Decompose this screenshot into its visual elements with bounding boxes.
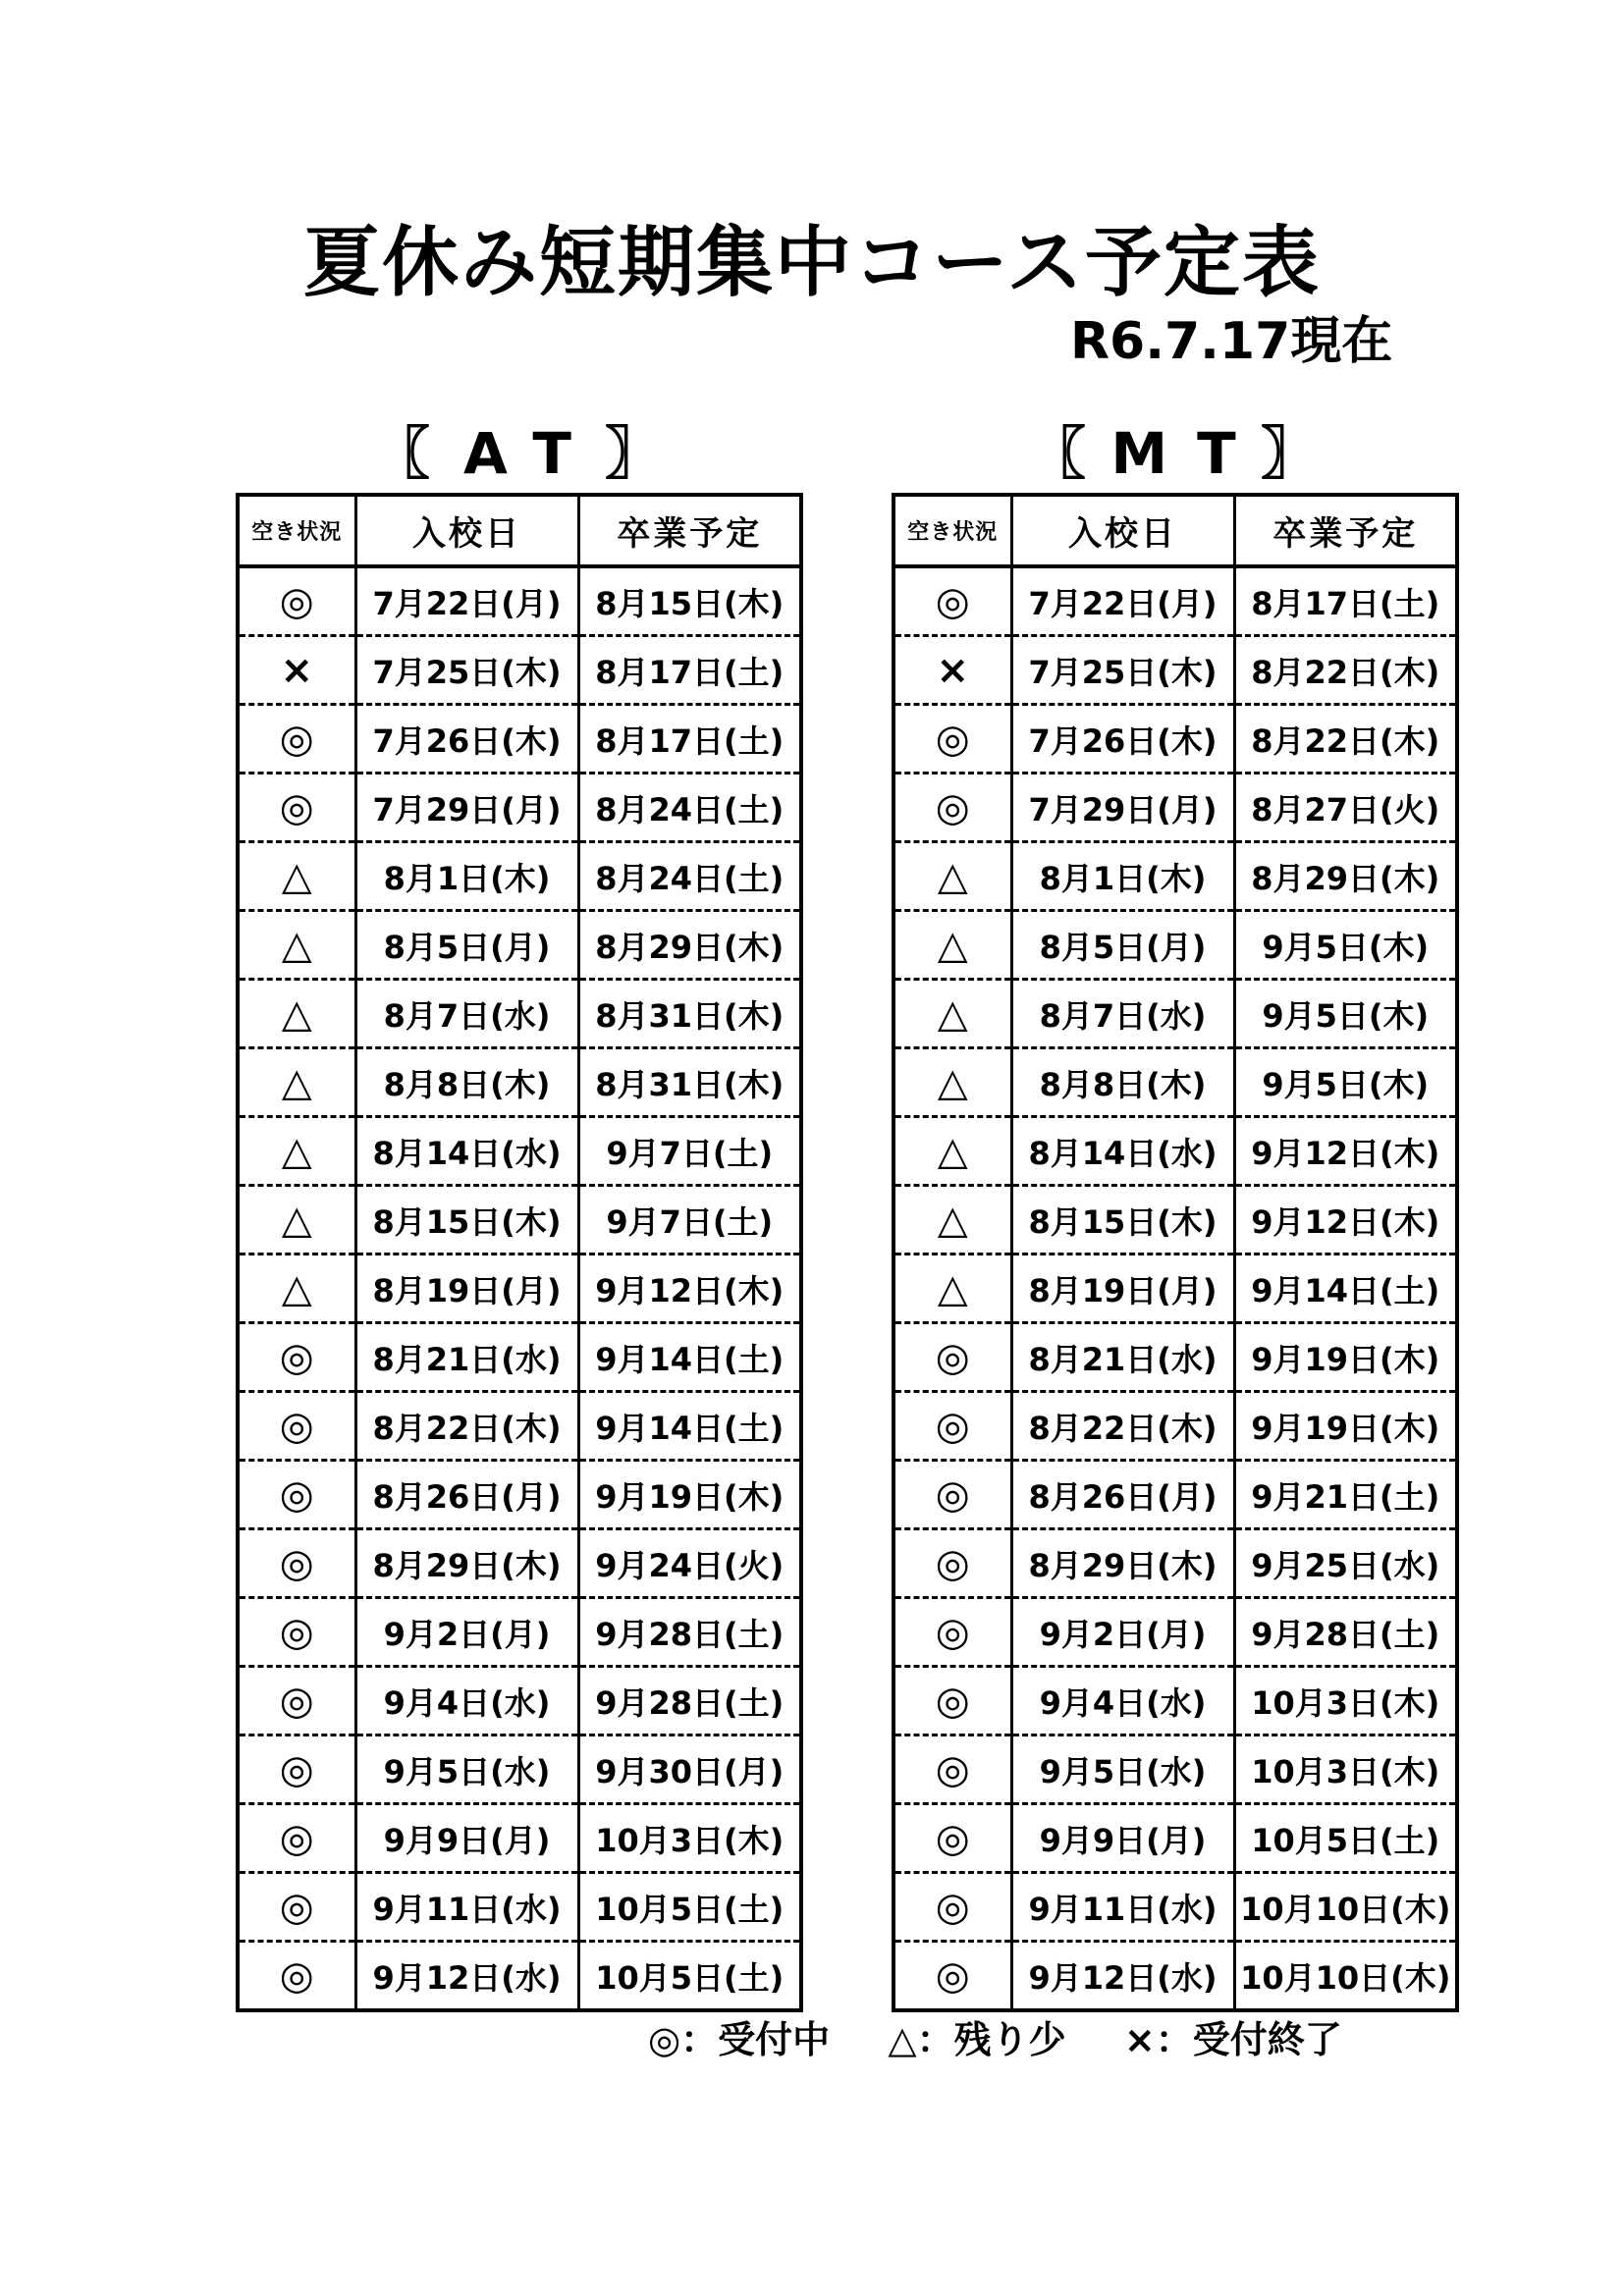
enroll-date-cell: 8月7日(水) xyxy=(355,980,578,1048)
graduate-date-cell: 10月5日(土) xyxy=(1234,1804,1457,1873)
graduate-date-cell: 9月5日(木) xyxy=(1234,1048,1457,1117)
status-cell: × xyxy=(238,636,355,705)
graduate-date-cell: 8月22日(木) xyxy=(1234,705,1457,774)
table-row xyxy=(893,911,1457,980)
graduate-date-cell: 10月3日(木) xyxy=(1234,1735,1457,1804)
enroll-date-cell: 8月22日(木) xyxy=(1011,1392,1234,1461)
graduate-date-cell: 8月27日(火) xyxy=(1234,774,1457,842)
table-row xyxy=(238,636,801,705)
status-cell: △ xyxy=(238,1186,355,1255)
at-bracket-left: 〖 xyxy=(373,420,431,487)
graduate-date-cell: 9月14日(土) xyxy=(578,1392,801,1461)
graduate-date-cell: 9月5日(木) xyxy=(1234,911,1457,980)
at-section-heading xyxy=(236,420,799,487)
graduate-date-cell: 9月30日(月) xyxy=(578,1735,801,1804)
status-cell: ◎ xyxy=(238,1667,355,1735)
graduate-date-cell: 8月24日(土) xyxy=(578,774,801,842)
graduate-column-header: 卒業予定 xyxy=(578,495,801,566)
graduate-date-cell: 10月3日(木) xyxy=(578,1804,801,1873)
graduate-date-cell: 9月28日(土) xyxy=(1234,1598,1457,1667)
status-cell: ◎ xyxy=(893,1598,1011,1667)
graduate-date-cell: 10月5日(土) xyxy=(578,1873,801,1942)
table-row xyxy=(893,1461,1457,1529)
status-cell: ◎ xyxy=(238,1735,355,1804)
enroll-date-cell: 9月11日(水) xyxy=(355,1873,578,1942)
status-cell: ◎ xyxy=(893,1804,1011,1873)
table-row xyxy=(238,1117,801,1186)
table-row xyxy=(238,1255,801,1323)
enroll-date-cell: 7月26日(木) xyxy=(1011,705,1234,774)
graduate-date-cell: 9月7日(土) xyxy=(578,1117,801,1186)
enroll-date-cell: 8月29日(木) xyxy=(355,1529,578,1598)
table-row xyxy=(238,705,801,774)
enroll-date-cell: 9月2日(月) xyxy=(1011,1598,1234,1667)
enroll-date-cell: 8月29日(木) xyxy=(1011,1529,1234,1598)
enroll-date-cell: 7月25日(木) xyxy=(355,636,578,705)
status-cell: ◎ xyxy=(893,1873,1011,1942)
status-cell: ◎ xyxy=(893,1942,1011,2011)
status-cell: ◎ xyxy=(893,1461,1011,1529)
enroll-date-cell: 8月5日(月) xyxy=(355,911,578,980)
enroll-date-cell: 8月21日(水) xyxy=(355,1323,578,1392)
at-table-body xyxy=(238,566,801,2010)
at-bracket-right: 〗 xyxy=(604,420,662,487)
status-cell: △ xyxy=(238,1255,355,1323)
status-column-header: 空き状況 xyxy=(893,495,1011,566)
graduate-date-cell: 8月29日(木) xyxy=(1234,842,1457,911)
table-row xyxy=(893,1323,1457,1392)
graduate-date-cell: 10月10日(木) xyxy=(1234,1942,1457,2011)
graduate-date-cell: 9月21日(土) xyxy=(1234,1461,1457,1529)
graduate-date-cell: 10月10日(木) xyxy=(1234,1873,1457,1942)
enroll-date-cell: 8月14日(水) xyxy=(355,1117,578,1186)
status-cell: ◎ xyxy=(238,1942,355,2011)
graduate-date-cell: 9月14日(土) xyxy=(578,1323,801,1392)
status-cell: ◎ xyxy=(893,1529,1011,1598)
status-cell: ◎ xyxy=(238,566,355,636)
status-cell: ◎ xyxy=(238,1873,355,1942)
status-cell: △ xyxy=(238,1117,355,1186)
table-row xyxy=(238,1048,801,1117)
status-cell: ◎ xyxy=(893,705,1011,774)
graduate-date-cell: 10月5日(土) xyxy=(578,1942,801,2011)
table-row xyxy=(893,774,1457,842)
legend-few-left: △：残り少 xyxy=(888,2018,1066,2061)
graduate-date-cell: 9月7日(土) xyxy=(578,1186,801,1255)
status-column-header: 空き状況 xyxy=(238,495,355,566)
status-cell: △ xyxy=(893,911,1011,980)
graduate-date-cell: 9月19日(木) xyxy=(1234,1392,1457,1461)
enroll-date-cell: 9月9日(月) xyxy=(1011,1804,1234,1873)
enroll-date-cell: 9月5日(水) xyxy=(1011,1735,1234,1804)
mt-section-heading xyxy=(892,420,1455,487)
enroll-date-cell: 7月22日(月) xyxy=(355,566,578,636)
graduate-date-cell: 9月28日(土) xyxy=(578,1598,801,1667)
status-cell: ◎ xyxy=(893,774,1011,842)
enroll-date-cell: 8月21日(水) xyxy=(1011,1323,1234,1392)
table-row xyxy=(238,1392,801,1461)
table-row xyxy=(893,1942,1457,2011)
as-of-date: R6.7.17現在 xyxy=(1070,312,1393,371)
table-row xyxy=(238,1667,801,1735)
enroll-date-cell: 8月26日(月) xyxy=(1011,1461,1234,1529)
status-cell: ◎ xyxy=(238,1529,355,1598)
table-row xyxy=(238,1529,801,1598)
status-cell: △ xyxy=(893,1255,1011,1323)
table-row xyxy=(238,1942,801,2011)
status-cell: × xyxy=(893,636,1011,705)
graduate-date-cell: 9月19日(木) xyxy=(578,1461,801,1529)
table-row xyxy=(893,980,1457,1048)
table-row xyxy=(893,1667,1457,1735)
table-row xyxy=(893,1186,1457,1255)
status-cell: ◎ xyxy=(238,1598,355,1667)
status-cell: △ xyxy=(238,842,355,911)
status-cell: △ xyxy=(893,1048,1011,1117)
mt-section xyxy=(892,420,1455,2012)
graduate-date-cell: 9月14日(土) xyxy=(1234,1255,1457,1323)
status-cell: ◎ xyxy=(893,1392,1011,1461)
legend-closed: ×：受付終了 xyxy=(1123,2018,1342,2061)
enroll-column-header: 入校日 xyxy=(1011,495,1234,566)
graduate-date-cell: 8月31日(木) xyxy=(578,1048,801,1117)
table-row xyxy=(238,911,801,980)
enroll-date-cell: 7月22日(月) xyxy=(1011,566,1234,636)
table-row xyxy=(893,1529,1457,1598)
status-cell: △ xyxy=(893,1186,1011,1255)
mt-bracket-left: 〖 xyxy=(1029,420,1087,487)
enroll-date-cell: 8月7日(水) xyxy=(1011,980,1234,1048)
enroll-date-cell: 9月12日(水) xyxy=(355,1942,578,2011)
status-cell: △ xyxy=(893,842,1011,911)
graduate-date-cell: 8月31日(木) xyxy=(578,980,801,1048)
page-title: 夏休み短期集中コース予定表 xyxy=(302,219,1322,307)
mt-schedule-table xyxy=(892,493,1459,2012)
status-cell: △ xyxy=(893,1117,1011,1186)
enroll-date-cell: 8月5日(月) xyxy=(1011,911,1234,980)
table-header-row xyxy=(238,495,801,566)
enroll-date-cell: 8月14日(水) xyxy=(1011,1117,1234,1186)
status-cell: ◎ xyxy=(893,1735,1011,1804)
table-row xyxy=(893,842,1457,911)
at-section-label: AT xyxy=(463,420,601,487)
mt-bracket-right: 〗 xyxy=(1260,420,1318,487)
enroll-date-cell: 8月8日(木) xyxy=(355,1048,578,1117)
table-row xyxy=(893,1735,1457,1804)
status-cell: △ xyxy=(238,1048,355,1117)
at-section xyxy=(236,420,799,2012)
graduate-date-cell: 9月19日(木) xyxy=(1234,1323,1457,1392)
status-cell: ◎ xyxy=(238,774,355,842)
enroll-date-cell: 9月4日(水) xyxy=(1011,1667,1234,1735)
enroll-date-cell: 9月5日(水) xyxy=(355,1735,578,1804)
table-row xyxy=(893,636,1457,705)
legend xyxy=(648,2012,1342,2067)
mt-section-label: MT xyxy=(1110,420,1266,487)
table-row xyxy=(238,842,801,911)
graduate-date-cell: 9月12日(木) xyxy=(1234,1117,1457,1186)
enroll-date-cell: 8月26日(月) xyxy=(355,1461,578,1529)
table-row xyxy=(238,980,801,1048)
table-row xyxy=(238,1804,801,1873)
table-row xyxy=(893,1873,1457,1942)
graduate-date-cell: 8月17日(土) xyxy=(578,705,801,774)
enroll-date-cell: 8月8日(木) xyxy=(1011,1048,1234,1117)
graduate-date-cell: 8月24日(土) xyxy=(578,842,801,911)
table-row xyxy=(238,1598,801,1667)
graduate-date-cell: 9月5日(木) xyxy=(1234,980,1457,1048)
enroll-date-cell: 7月29日(月) xyxy=(355,774,578,842)
table-row xyxy=(893,1598,1457,1667)
table-row xyxy=(238,1323,801,1392)
graduate-date-cell: 8月15日(木) xyxy=(578,566,801,636)
enroll-date-cell: 7月25日(木) xyxy=(1011,636,1234,705)
table-row xyxy=(893,566,1457,636)
graduate-date-cell: 9月12日(木) xyxy=(1234,1186,1457,1255)
enroll-date-cell: 8月22日(木) xyxy=(355,1392,578,1461)
enroll-date-cell: 9月2日(月) xyxy=(355,1598,578,1667)
graduate-date-cell: 10月3日(木) xyxy=(1234,1667,1457,1735)
mt-table-body xyxy=(893,566,1457,2010)
table-row xyxy=(238,1186,801,1255)
enroll-date-cell: 9月12日(水) xyxy=(1011,1942,1234,2011)
table-row xyxy=(893,1048,1457,1117)
status-cell: △ xyxy=(238,980,355,1048)
graduate-date-cell: 9月12日(木) xyxy=(578,1255,801,1323)
enroll-date-cell: 8月19日(月) xyxy=(1011,1255,1234,1323)
at-schedule-table xyxy=(236,493,803,2012)
graduate-date-cell: 8月17日(土) xyxy=(578,636,801,705)
table-row xyxy=(238,1735,801,1804)
table-row xyxy=(238,1461,801,1529)
status-cell: ◎ xyxy=(893,1323,1011,1392)
status-cell: △ xyxy=(893,980,1011,1048)
status-cell: ◎ xyxy=(238,1461,355,1529)
enroll-date-cell: 8月15日(木) xyxy=(355,1186,578,1255)
enroll-date-cell: 9月4日(水) xyxy=(355,1667,578,1735)
graduate-date-cell: 9月24日(火) xyxy=(578,1529,801,1598)
enroll-date-cell: 7月29日(月) xyxy=(1011,774,1234,842)
graduate-date-cell: 8月17日(土) xyxy=(1234,566,1457,636)
status-cell: ◎ xyxy=(238,1804,355,1873)
status-cell: ◎ xyxy=(238,705,355,774)
table-row xyxy=(893,1804,1457,1873)
enroll-date-cell: 9月9日(月) xyxy=(355,1804,578,1873)
graduate-date-cell: 8月22日(木) xyxy=(1234,636,1457,705)
table-row xyxy=(893,1255,1457,1323)
status-cell: ◎ xyxy=(238,1323,355,1392)
table-row xyxy=(238,1873,801,1942)
table-row xyxy=(893,1392,1457,1461)
enroll-date-cell: 7月26日(木) xyxy=(355,705,578,774)
status-cell: ◎ xyxy=(893,1667,1011,1735)
table-row xyxy=(238,566,801,636)
enroll-date-cell: 9月11日(水) xyxy=(1011,1873,1234,1942)
status-cell: ◎ xyxy=(238,1392,355,1461)
status-cell: ◎ xyxy=(893,566,1011,636)
status-cell: △ xyxy=(238,911,355,980)
table-row xyxy=(893,1117,1457,1186)
enroll-date-cell: 8月15日(木) xyxy=(1011,1186,1234,1255)
enroll-date-cell: 8月19日(月) xyxy=(355,1255,578,1323)
legend-available: ◎：受付中 xyxy=(648,2018,831,2061)
enroll-date-cell: 8月1日(木) xyxy=(1011,842,1234,911)
table-row xyxy=(893,705,1457,774)
graduate-date-cell: 9月28日(土) xyxy=(578,1667,801,1735)
graduate-date-cell: 9月25日(水) xyxy=(1234,1529,1457,1598)
table-header-row xyxy=(893,495,1457,566)
graduate-column-header: 卒業予定 xyxy=(1234,495,1457,566)
table-row xyxy=(238,774,801,842)
enroll-date-cell: 8月1日(木) xyxy=(355,842,578,911)
enroll-column-header: 入校日 xyxy=(355,495,578,566)
graduate-date-cell: 8月29日(木) xyxy=(578,911,801,980)
